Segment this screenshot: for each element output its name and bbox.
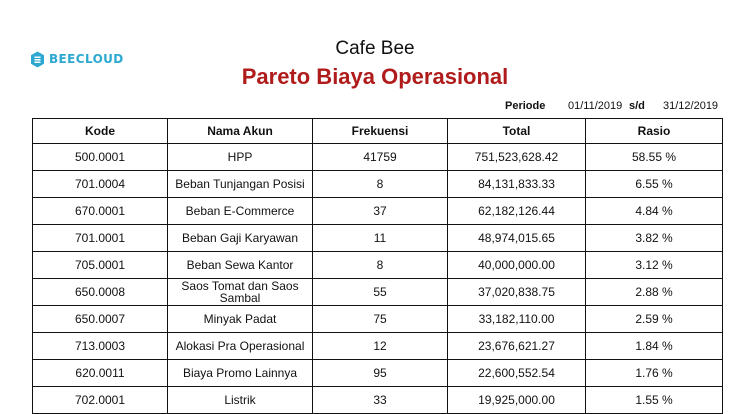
cell-kode: 670.0001 xyxy=(33,198,168,225)
cell-rasio: 2.88 % xyxy=(586,279,723,306)
cell-frekuensi: 55 xyxy=(313,279,448,306)
cell-nama-akun: Beban Gaji Karyawan xyxy=(168,225,313,252)
cell-nama-akun: HPP xyxy=(168,144,313,171)
cell-total: 33,182,110.00 xyxy=(448,306,586,333)
cell-frekuensi: 33 xyxy=(313,387,448,414)
cell-frekuensi: 8 xyxy=(313,171,448,198)
cell-kode: 620.0011 xyxy=(33,360,168,387)
company-name: Cafe Bee xyxy=(335,38,415,59)
cell-nama-akun: Saos Tomat dan Saos Sambal xyxy=(168,279,313,306)
table-row xyxy=(33,171,723,198)
cell-rasio: 3.12 % xyxy=(586,252,723,279)
cell-total: 84,131,833.33 xyxy=(448,171,586,198)
column-header-nama-akun: Nama Akun xyxy=(168,119,313,144)
cell-total: 48,974,015.65 xyxy=(448,225,586,252)
table-row xyxy=(33,360,723,387)
cell-frekuensi: 95 xyxy=(313,360,448,387)
cell-kode: 701.0004 xyxy=(33,171,168,198)
period-label: Periode xyxy=(505,100,546,112)
cell-rasio: 6.55 % xyxy=(586,171,723,198)
column-header-frekuensi: Frekuensi xyxy=(313,119,448,144)
cell-rasio: 1.84 % xyxy=(586,333,723,360)
cell-total: 22,600,552.54 xyxy=(448,360,586,387)
cell-nama-akun: Alokasi Pra Operasional xyxy=(168,333,313,360)
period-start-date: 01/11/2019 xyxy=(568,100,623,112)
table-row xyxy=(33,279,723,306)
brand-name: BEECLOUD xyxy=(49,52,124,66)
cell-kode: 702.0001 xyxy=(33,387,168,414)
cell-rasio: 4.84 % xyxy=(586,198,723,225)
cell-nama-akun: Beban Sewa Kantor xyxy=(168,252,313,279)
cell-kode: 713.0003 xyxy=(33,333,168,360)
column-header-total: Total xyxy=(448,119,586,144)
cell-total: 19,925,000.00 xyxy=(448,387,586,414)
cell-nama-akun: Beban Tunjangan Posisi xyxy=(168,171,313,198)
table-row xyxy=(33,198,723,225)
column-header-rasio: Rasio xyxy=(586,119,723,144)
cell-total: 751,523,628.42 xyxy=(448,144,586,171)
cell-total: 23,676,621.27 xyxy=(448,333,586,360)
cell-frekuensi: 12 xyxy=(313,333,448,360)
cell-frekuensi: 11 xyxy=(313,225,448,252)
cell-kode: 650.0008 xyxy=(33,279,168,306)
cell-rasio: 58.55 % xyxy=(586,144,723,171)
cell-total: 37,020,838.75 xyxy=(448,279,586,306)
table-row xyxy=(33,333,723,360)
table-row xyxy=(33,144,723,171)
cell-kode: 500.0001 xyxy=(33,144,168,171)
table-row xyxy=(33,387,723,414)
cell-nama-akun: Beban E-Commerce xyxy=(168,198,313,225)
report-title: Pareto Biaya Operasional xyxy=(241,64,509,89)
cell-total: 40,000,000.00 xyxy=(448,252,586,279)
cell-nama-akun: Listrik xyxy=(168,387,313,414)
period-end-date: 31/12/2019 xyxy=(663,100,719,112)
table-header-row xyxy=(33,119,723,144)
cell-kode: 705.0001 xyxy=(33,252,168,279)
table-row xyxy=(33,306,723,333)
pareto-table xyxy=(32,118,723,414)
period-line xyxy=(505,100,725,114)
cell-frekuensi: 37 xyxy=(313,198,448,225)
column-header-kode: Kode xyxy=(33,119,168,144)
cell-rasio: 1.76 % xyxy=(586,360,723,387)
table-row xyxy=(33,225,723,252)
cell-rasio: 3.82 % xyxy=(586,225,723,252)
cell-rasio: 2.59 % xyxy=(586,306,723,333)
table-row xyxy=(33,252,723,279)
cell-total: 62,182,126.44 xyxy=(448,198,586,225)
period-separator: s/d xyxy=(629,100,645,112)
cell-frekuensi: 75 xyxy=(313,306,448,333)
cell-nama-akun: Biaya Promo Lainnya xyxy=(168,360,313,387)
cell-kode: 650.0007 xyxy=(33,306,168,333)
cell-frekuensi: 8 xyxy=(313,252,448,279)
cell-kode: 701.0001 xyxy=(33,225,168,252)
cell-frekuensi: 41759 xyxy=(313,144,448,171)
cell-rasio: 1.55 % xyxy=(586,387,723,414)
cell-nama-akun: Minyak Padat xyxy=(168,306,313,333)
